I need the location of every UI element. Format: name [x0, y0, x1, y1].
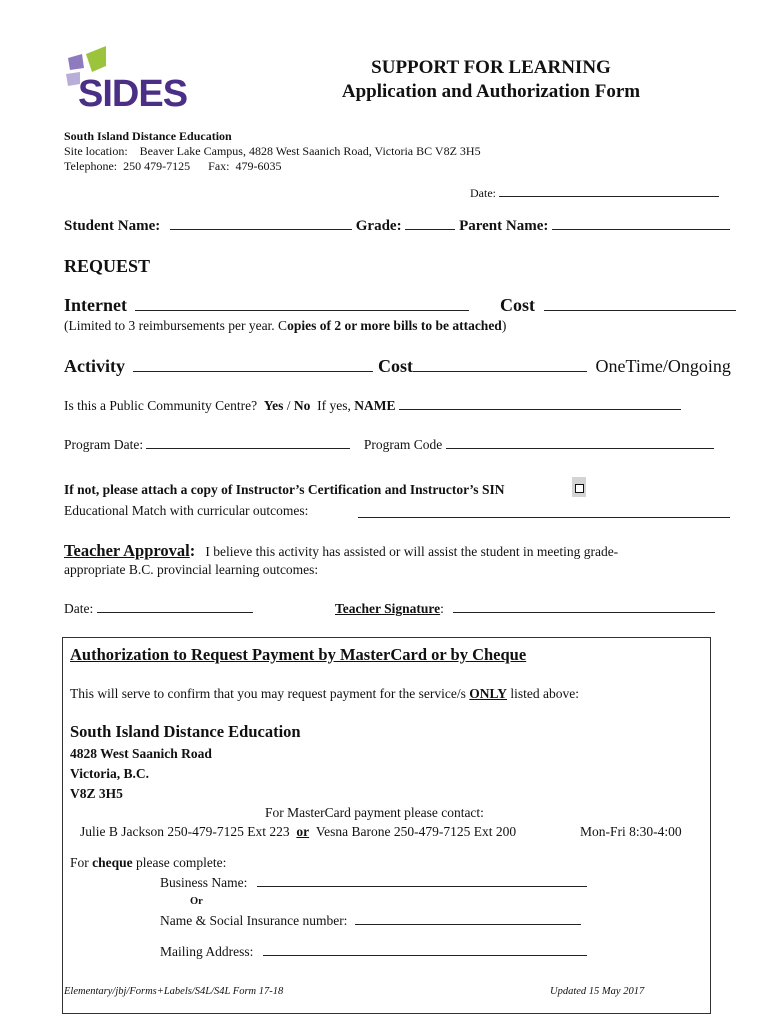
- title-line-2: Application and Authorization Form: [341, 81, 641, 102]
- activity-cost-field[interactable]: [413, 370, 587, 372]
- program-code-label: Program Code: [363, 437, 443, 452]
- confirm-text-2: listed above:: [507, 686, 580, 701]
- mailing-address-field[interactable]: [263, 954, 587, 956]
- if-not-instruction: If not, please attach a copy of Instructor’s Certification and Instructor’s SIN: [64, 482, 505, 497]
- teacher-signature-row: [335, 601, 715, 617]
- fax-value: 479-6035: [235, 159, 282, 173]
- edu-match-field[interactable]: [358, 503, 730, 518]
- student-name-field[interactable]: [170, 228, 352, 230]
- date-row: [470, 186, 719, 201]
- teacher-statement-1: I believe this activity has assisted or will assist the student in meeting grade-: [205, 544, 619, 559]
- date-label: Date:: [470, 186, 496, 200]
- org-name: South Island Distance Education: [70, 722, 301, 741]
- student-name-label: Student Name:: [64, 218, 161, 234]
- business-name-field[interactable]: [257, 885, 587, 887]
- phone-value: 250 479-7125: [123, 159, 191, 173]
- cheque-instruction: [70, 855, 226, 871]
- or-separator: Or: [190, 896, 203, 907]
- cheque-bold: cheque: [92, 855, 133, 870]
- site-label: Site location:: [64, 144, 128, 158]
- if-yes-label: If yes,: [317, 398, 351, 413]
- teacher-approval-row: [64, 541, 618, 561]
- org-address-1: 4828 West Saanich Road: [70, 746, 212, 761]
- activity-cost-label: Cost: [377, 356, 413, 376]
- mailing-address-row: [160, 944, 587, 960]
- no-option[interactable]: No: [293, 398, 311, 413]
- cheque-post: please complete:: [132, 855, 227, 870]
- authorization-confirm: [70, 686, 579, 702]
- checkbox-square-icon: [575, 484, 584, 493]
- teacher-approval-colon: :: [189, 541, 196, 560]
- activity-field[interactable]: [133, 370, 373, 372]
- site-location: [64, 144, 481, 159]
- internet-row: [64, 295, 469, 316]
- activity-label: Activity: [64, 356, 125, 376]
- logo-text: SIDES: [78, 73, 188, 112]
- edu-match-label: Educational Match with curricular outcomes:: [64, 503, 309, 518]
- contacts-row: [80, 824, 516, 840]
- centre-name-label: NAME: [354, 398, 396, 413]
- school-name: South Island Distance Education: [64, 129, 232, 143]
- business-name-label: Business Name:: [160, 875, 248, 890]
- centre-name-field[interactable]: [399, 409, 681, 410]
- org-address-2: Victoria, B.C.: [70, 766, 149, 781]
- fax-label: Fax:: [208, 159, 230, 173]
- frequency-option[interactable]: OneTime/Ongoing: [595, 356, 731, 376]
- community-question: Is this a Public Community Centre?: [64, 398, 258, 413]
- contact-or: or: [296, 824, 310, 839]
- authorization-heading: Authorization to Request Payment by MasterCard or by Cheque: [70, 645, 527, 664]
- internet-field[interactable]: [135, 309, 469, 311]
- date-field[interactable]: [499, 195, 719, 197]
- limit-note-text: (Limited to 3 reimbursements per year. C: [64, 318, 288, 333]
- footer-updated: Updated 15 May 2017: [550, 986, 645, 997]
- grade-field[interactable]: [405, 228, 455, 230]
- program-code-field[interactable]: [446, 447, 714, 449]
- sin-label: Name & Social Insurance number:: [160, 913, 348, 928]
- teacher-signature-colon: :: [440, 601, 444, 616]
- parent-name-field[interactable]: [552, 228, 730, 230]
- phone-label: Telephone:: [64, 159, 118, 173]
- telephone-row: [64, 159, 281, 174]
- confirm-text-1: This will serve to confirm that you may request payment for the service/s: [70, 686, 470, 701]
- limit-note-end: ): [501, 318, 507, 333]
- limit-note: [64, 318, 506, 334]
- certification-checkbox[interactable]: [572, 477, 586, 497]
- sin-row: [160, 913, 581, 929]
- parent-name-label: Parent Name:: [459, 218, 549, 234]
- business-name-row: [160, 875, 587, 891]
- sin-field[interactable]: [355, 923, 581, 925]
- student-row: [64, 218, 730, 235]
- internet-cost-row: [500, 295, 736, 316]
- yes-no-slash: /: [286, 398, 291, 413]
- yes-option[interactable]: Yes: [263, 398, 284, 413]
- teacher-statement-2: appropriate B.C. provincial learning outcomes:: [64, 562, 319, 577]
- internet-cost-label: Cost: [500, 295, 535, 315]
- teacher-signature-field[interactable]: [453, 611, 715, 613]
- grade-label: Grade:: [355, 218, 402, 234]
- contact-vesna: Vesna Barone 250-479-7125 Ext 200: [315, 824, 517, 839]
- teacher-date-field[interactable]: [97, 611, 253, 613]
- teacher-approval-label: Teacher Approval: [64, 541, 190, 560]
- program-row: [64, 437, 714, 453]
- confirm-only: ONLY: [469, 686, 508, 701]
- limit-note-bold: opies of 2 or more bills to be attached: [287, 318, 502, 333]
- request-heading: REQUEST: [64, 256, 151, 276]
- form-title: [0, 56, 770, 104]
- activity-row: [64, 356, 731, 377]
- footer-path: Elementary/jbj/Forms+Labels/S4L/S4L Form 17-18: [64, 986, 284, 997]
- program-date-field[interactable]: [146, 447, 350, 449]
- teacher-date-row: [64, 601, 253, 617]
- program-date-label: Program Date:: [64, 437, 144, 452]
- mastercard-contact-note: For MasterCard payment please contact:: [265, 805, 484, 820]
- contact-julie: Julie B Jackson 250-479-7125 Ext 223: [80, 824, 290, 839]
- internet-label: Internet: [64, 295, 127, 315]
- org-address-3: V8Z 3H5: [70, 786, 123, 801]
- internet-cost-field[interactable]: [544, 309, 736, 311]
- community-row: [64, 398, 681, 414]
- site-value: Beaver Lake Campus, 4828 West Saanich Road, Victoria BC V8Z 3H5: [139, 144, 481, 158]
- mailing-address-label: Mailing Address:: [160, 944, 254, 959]
- contact-hours: Mon-Fri 8:30-4:00: [580, 824, 682, 839]
- teacher-date-label: Date:: [64, 601, 94, 616]
- teacher-signature-label: Teacher Signature: [335, 601, 441, 616]
- cheque-pre: For: [70, 855, 93, 870]
- title-line-1: SUPPORT FOR LEARNING: [371, 57, 611, 78]
- edu-match-row: [358, 503, 730, 523]
